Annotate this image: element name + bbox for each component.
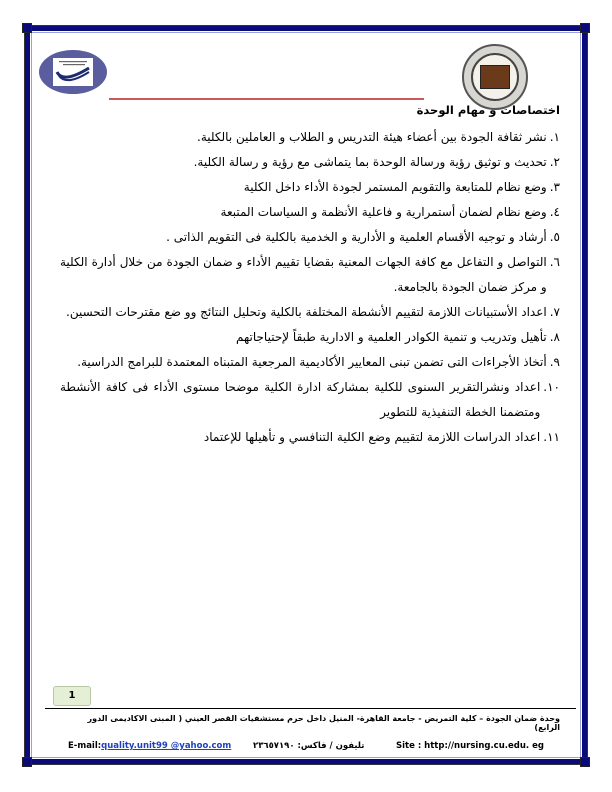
email-link[interactable]: quality.unit99 @yahoo.com bbox=[101, 741, 232, 751]
seal-ring bbox=[471, 53, 519, 101]
footer-email bbox=[68, 741, 231, 751]
item-number: ٧. bbox=[549, 305, 560, 319]
item-number: ٣. bbox=[549, 180, 560, 194]
item-text: تأهيل وتدريب و تنمية الكوادر العلمية و الادارية طبقاً لإحتياجاتهم bbox=[236, 330, 547, 344]
footer-phone: تليفون / فاكس: ٢٣٦٥٧١٩٠ bbox=[253, 741, 365, 751]
item-text: أرشاد و توجيه الأقسام العلمية و الأدارية و الخدمية بالكلية فى التقويم الذاتى . bbox=[166, 230, 547, 244]
list-item bbox=[60, 175, 560, 200]
list-item bbox=[60, 300, 560, 325]
header-divider bbox=[109, 98, 424, 100]
list-item bbox=[60, 225, 560, 250]
list-item bbox=[60, 350, 560, 375]
item-text: تحديث و توثيق رؤية ورسالة الوحدة بما يتماشى مع رؤية و رسالة الكلية. bbox=[193, 155, 547, 169]
list-item bbox=[60, 325, 560, 350]
item-text: اعداد الدراسات اللازمة لتقييم وضع الكلية التنافسي و تأهيلها للإعتماد bbox=[203, 430, 541, 444]
item-number: ٩. bbox=[549, 355, 560, 369]
section-heading: اختصاصات و مهام الوحدة bbox=[416, 103, 560, 117]
item-number: ٥. bbox=[549, 230, 560, 244]
seal-emblem-icon bbox=[480, 65, 510, 89]
list-item bbox=[60, 425, 560, 450]
item-text: اعداد الأستبيانات اللازمة لتقييم الأنشطة المختلفة بالكلية وتحليل النتائج وو ضع مقترحات التحسين. bbox=[66, 305, 547, 319]
document-body bbox=[60, 103, 560, 450]
border-corner bbox=[22, 23, 32, 33]
footer-site: Site : http://nursing.cu.edu. eg bbox=[396, 741, 544, 751]
footer-divider bbox=[45, 708, 576, 709]
swoosh-icon bbox=[53, 58, 93, 86]
item-text: التواصل و التفاعل مع كافة الجهات المعنية بقضايا تقييم الأداء و ضمان الجودة من خلال أدارة الكلية و مركز ضمان الجودة بالجامعة. bbox=[60, 255, 547, 294]
page-number-badge: 1 bbox=[53, 686, 91, 706]
border-corner bbox=[580, 23, 590, 33]
list-item bbox=[60, 200, 560, 225]
item-number: ١. bbox=[549, 130, 560, 144]
item-number: ١٠. bbox=[543, 380, 560, 394]
item-number: ١١. bbox=[543, 430, 560, 444]
item-number: ٦. bbox=[549, 255, 560, 269]
item-text: وضع نظام لضمان أستمرارية و فاعلية الأنظمة و السياسات المتبعة bbox=[220, 205, 547, 219]
border-corner bbox=[22, 757, 32, 767]
list-item bbox=[60, 250, 560, 300]
faculty-of-nursing-seal bbox=[462, 44, 528, 110]
item-number: ٢. bbox=[549, 155, 560, 169]
footer-address: وحدة ضمان الجودة – كلية التمريض - جامعة القاهرة- المنيل داخل حرم مستشفيات القصر العيني ( المبنى الاكاديمى الدور الرابع) bbox=[87, 714, 560, 732]
quality-assurance-logo bbox=[39, 50, 107, 94]
border-corner bbox=[580, 757, 590, 767]
email-label: E-mail: bbox=[68, 741, 102, 751]
item-text: نشر ثقافة الجودة بين أعضاء هيئة التدريس و الطلاب و العاملين بالكلية. bbox=[197, 130, 547, 144]
item-number: ٤. bbox=[549, 205, 560, 219]
list-item bbox=[60, 150, 560, 175]
item-number: ٨. bbox=[549, 330, 560, 344]
list-item bbox=[60, 125, 560, 150]
item-text: اعداد ونشرالتقرير السنوى للكلية بمشاركة ادارة الكلية موضحا مستوى الأداء فى كافة الأنشطة ومتضمنا الخطة التنفيذية للتطوير bbox=[60, 380, 541, 419]
item-text: وضع نظام للمتابعة والتقويم المستمر لجودة الأداء داخل الكلية bbox=[243, 180, 547, 194]
tasks-list bbox=[60, 125, 560, 450]
list-item bbox=[60, 375, 560, 425]
item-text: أتخاذ الأجراءات التى تضمن تبنى المعايير الأكاديمية المرجعية المتبناه المعتمدة للبرامج الدراسية. bbox=[77, 355, 547, 369]
